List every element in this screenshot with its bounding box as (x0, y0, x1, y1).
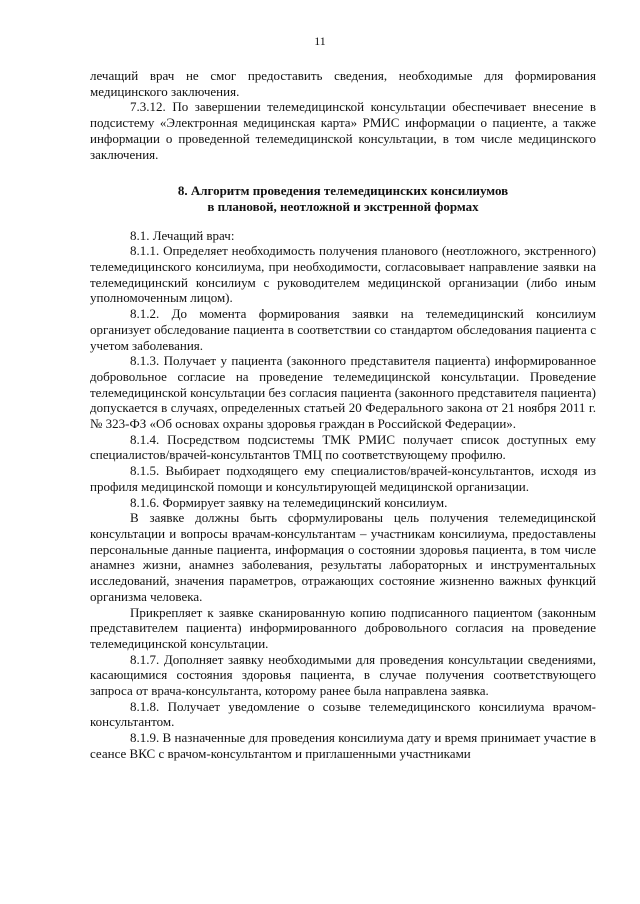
paragraph: 8.1. Лечащий врач: (130, 227, 235, 243)
paragraph: 8.1.1. Определяет необходимость получения планового (неотложного, экстренного) телемедицинского консилиума, при необходимости, согласовывает направление заявки на телемедицинский консилиум с руководителем медицинской организации (либо иным уполномоченным лицом). (90, 243, 596, 306)
paragraph: 8.1.6. Формирует заявку на телемедицинский консилиум. (130, 494, 448, 510)
paragraph: 8.1.3. Получает у пациента (законного представителя пациента) информированное добровольное согласие на проведение телемедицинской консультации. Проведение телемедицинской консультации без согласия пациента (законного представителя пациента) допускается в случаях, определенных статьей 20 Федерального закона от 21 ноября 2011 г. № 323-ФЗ «Об основах охраны здоровья граждан в Российской Федерации». (90, 353, 596, 432)
paragraph: Прикрепляет к заявке сканированную копию подписанного пациентом (законным представителем пациента) информированного добровольного согласия на проведение телемедицинской консультации. (90, 604, 596, 651)
paragraph: 8.1.8. Получает уведомление о созыве телемедицинского консилиума врачом-консультантом. (90, 698, 596, 730)
paragraph: 8.1.2. До момента формирования заявки на телемедицинский консилиум организует обследование пациента в соответствии со стандартом обследования пациента с учетом заболевания. (90, 306, 596, 353)
document-body (90, 68, 596, 762)
paragraph: 8.1.9. В назначенные для проведения консилиума дату и время принимает участие в сеансе ВКС с врачом-консультантом и приглашенными участниками (90, 730, 596, 761)
paragraph: 8.1.4. Посредством подсистемы ТМК РМИС получает список доступных ему специалистов/врачей-консультантов ТМЦ по соответствующему профилю. (90, 431, 596, 463)
section-heading-line: 8. Алгоритм проведения телемедицинских консилиумов (177, 183, 509, 199)
section-heading-line: в плановой, неотложной и экстренной формах (207, 198, 479, 214)
paragraph: 8.1.5. Выбирает подходящего ему специалистов/врачей-консультантов, исходя из профиля медицинской помощи и консультирующей медицинской организации. (90, 463, 596, 494)
page-number: 11 (314, 34, 326, 48)
paragraph: 7.3.12. По завершении телемедицинской консультации обеспечивает внесение в подсистему «Электронная медицинская карта» РМИС информации о пациенте, а также информации о проведенной телемедицинской консультации, в том числе медицинского заключения. (90, 99, 596, 162)
section-heading (90, 183, 596, 214)
paragraph: В заявке должны быть сформулированы цель получения телемедицинской консультации и вопросы врачам-консультантам – участникам консилиума, предоставлены персональные данные пациента, информация о состоянии здоровья пациента, в том числе анамнез жизни, анамнез заболевания, результаты лабораторных и инструментальных исследований, значения параметров, отражающих состояние жизненно важных функций организма человека. (90, 510, 596, 604)
paragraph: 8.1.7. Дополняет заявку необходимыми для проведения консультации сведениями, касающимися состояния здоровья пациента, в случае получения соответствующего запроса от врача-консультанта, которому ранее была направлена заявка. (90, 651, 596, 699)
paragraph: лечащий врач не смог предоставить сведения, необходимые для формирования медицинского заключения. (90, 68, 596, 99)
